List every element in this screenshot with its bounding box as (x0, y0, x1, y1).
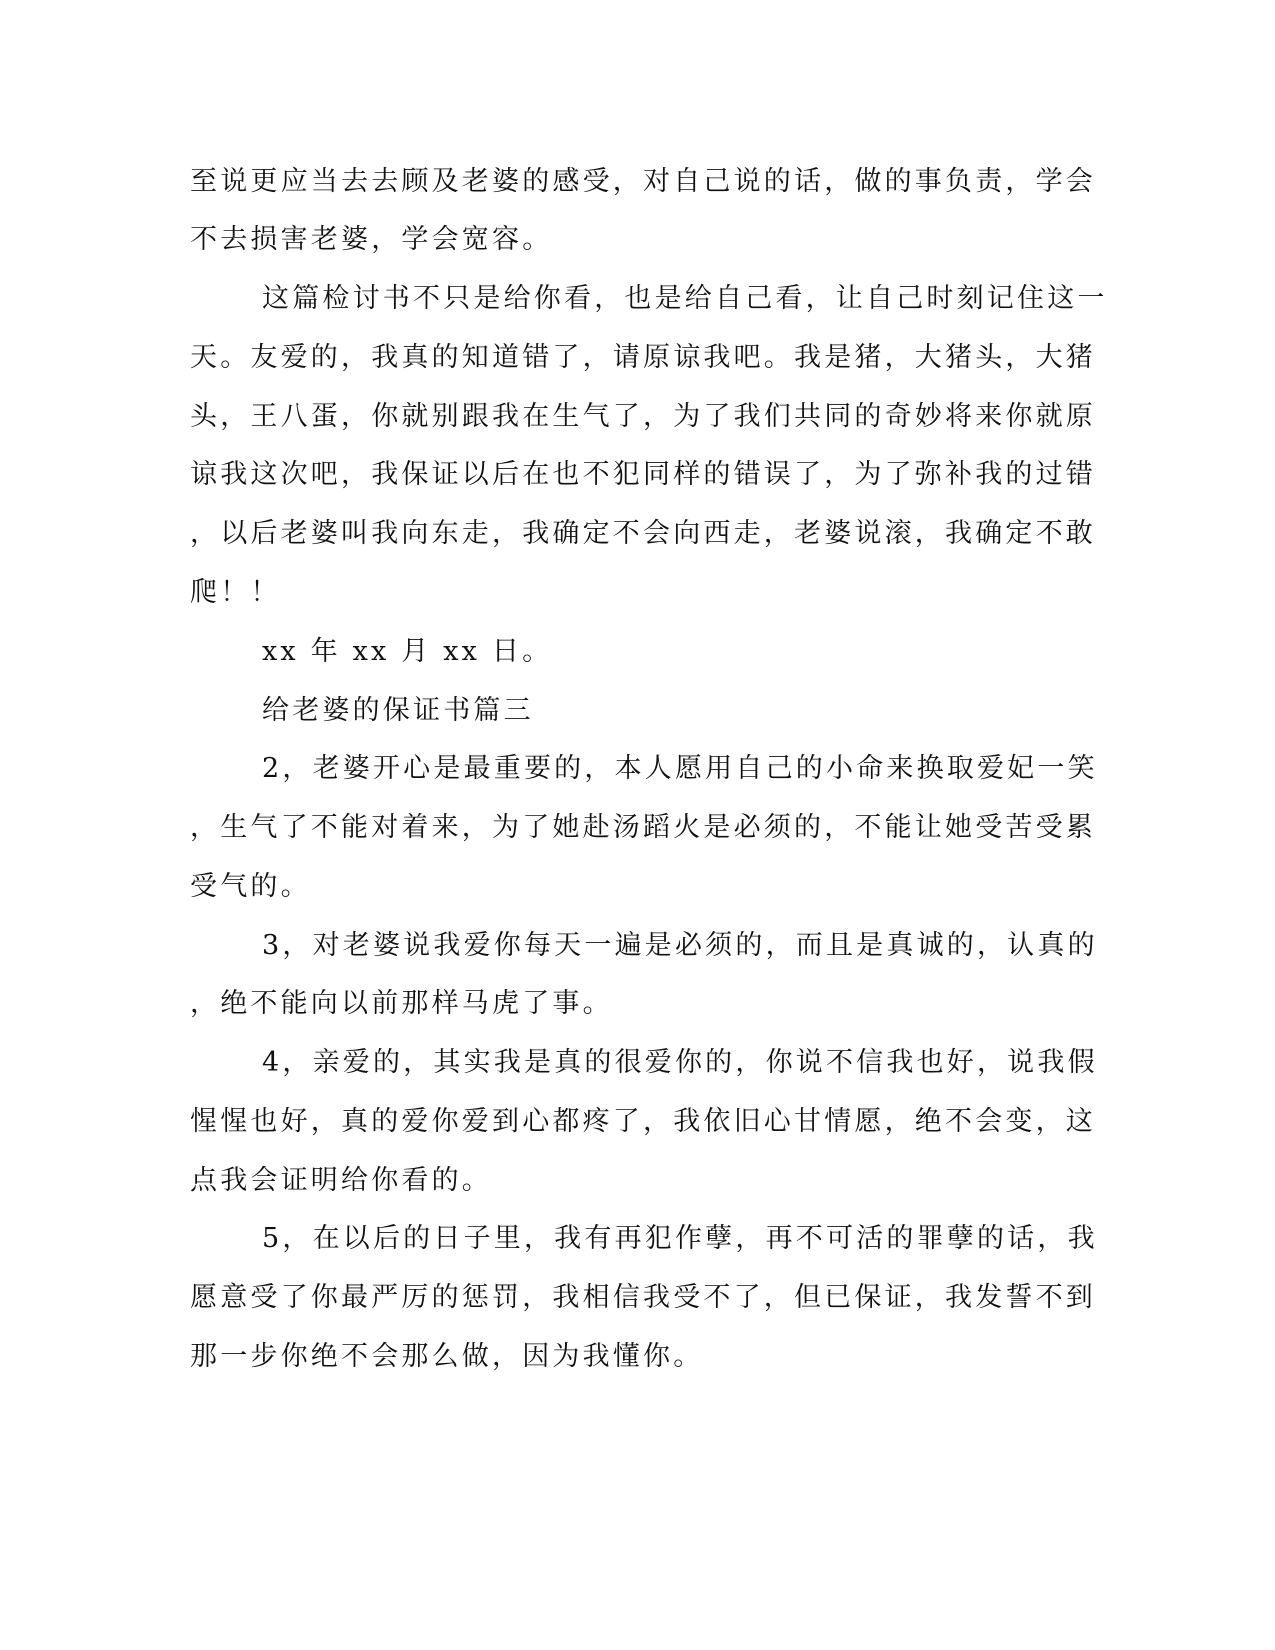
paragraph-start: 4，亲爱的，其实我是真的很爱你的，你说不信我也好，说我假 (262, 1047, 1098, 1078)
text-line: 天。友爱的，我真的知道错了，请原谅我吧。我是猪，大猪头，大猪 (190, 342, 1096, 373)
text-line: ，以后老婆叫我向东走，我确定不会向西走，老婆说滚，我确定不敢 (190, 518, 1096, 549)
text-line: 受气的。 (190, 871, 311, 902)
text-line: 惺惺也好，真的爱你爱到心都疼了，我依旧心甘情愿，绝不会变，这 (190, 1106, 1096, 1137)
text-line: 头，王八蛋，你就别跟我在生气了，为了我们共同的奇妙将来你就原 (190, 401, 1096, 432)
paragraph-start: 5，在以后的日子里，我有再犯作孽，再不可活的罪孽的话，我 (262, 1223, 1098, 1254)
text-line: 至说更应当去去顾及老婆的感受，对自己说的话，做的事负责，学会 (190, 166, 1096, 197)
text-line: 愿意受了你最严厉的惩罚，我相信我受不了，但已保证，我发誓不到 (190, 1282, 1096, 1313)
date-line: xx 年 xx 月 xx 日。 (262, 636, 553, 667)
paragraph-start: 这篇检讨书不只是给你看，也是给自己看，让自己时刻记住这一 (262, 283, 1108, 314)
text-line: 谅我这次吧，我保证以后在也不犯同样的错误了，为了弥补我的过错 (190, 459, 1096, 490)
section-heading: 给老婆的保证书篇三 (262, 695, 534, 726)
paragraph-start: 3，对老婆说我爱你每天一遍是必须的，而且是真诚的，认真的 (262, 930, 1098, 961)
text-line: ，绝不能向以前那样马虎了事。 (190, 988, 613, 1019)
text-line: 不去损害老婆，学会宽容。 (190, 224, 553, 255)
paragraph-start: 2，老婆开心是最重要的，本人愿用自己的小命来换取爱妃一笑 (262, 753, 1098, 784)
text-line: 点我会证明给你看的。 (190, 1165, 492, 1196)
text-line: ，生气了不能对着来，为了她赴汤蹈火是必须的，不能让她受苦受累 (190, 812, 1096, 843)
text-line: 那一步你绝不会那么做，因为我懂你。 (190, 1341, 704, 1372)
text-line: 爬！！ (190, 577, 281, 608)
